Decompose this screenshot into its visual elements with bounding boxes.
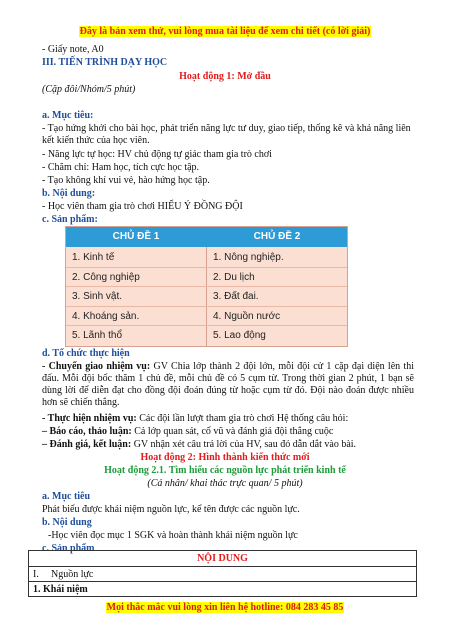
goal-item: - Tạo không khí vui vẻ, hào hứng học tập. <box>42 175 210 186</box>
task-execution-text: Các đội lần lượt tham gia trò chơi Hệ thống câu hỏi: <box>136 413 349 424</box>
activity-1-mode: (Cặp đôi/Nhóm/5 phút) <box>42 84 136 95</box>
topic-2-item: 3. Đất đai. <box>213 291 259 302</box>
content-table-row <box>29 567 417 582</box>
goal-item: - Tạo hứng khởi cho bài học, phát triển năng lực tư duy, giao tiếp, thống kê và khả năng liên kết kiến thức của học viên. <box>42 123 411 146</box>
product-heading: c. Sản phẩm: <box>42 214 98 225</box>
row-divider <box>66 286 347 287</box>
topic-1-title: CHỦ ĐỀ 1 <box>112 231 160 242</box>
content-text-2: -Học viên đọc mục 1 SGK và hoàn thành khái niệm nguồn lực <box>48 530 298 541</box>
activity-1-title: Hoạt động 1: Mở đầu <box>179 71 271 82</box>
evaluation-label: – Đánh giá, kết luận: <box>42 439 132 450</box>
topics-table <box>65 226 348 347</box>
task-assignment <box>42 361 414 409</box>
report-discussion <box>42 426 333 438</box>
evaluation-conclusion <box>42 439 356 451</box>
topic-1-item: 4. Khoáng sản. <box>72 311 140 322</box>
goal-item: - Chăm chỉ: Ham học, tích cực học tập. <box>42 162 200 173</box>
content-table-header: NỘI DUNG <box>29 551 417 567</box>
evaluation-text: GV nhận xét câu trả lời của HV, sau đó dẫn dắt vào bài. <box>131 439 357 450</box>
activity-2-1-mode: (Cá nhân/ khai thác trực quan/ 5 phút) <box>147 478 303 489</box>
materials-line: - Giấy note, A0 <box>42 44 104 55</box>
product-heading-2: c. Sản phẩm <box>42 543 95 554</box>
goal-item: - Năng lực tự học: HV chủ động tự giác tham gia trò chơi <box>42 149 272 160</box>
section-title: Nguồn lực <box>51 568 94 580</box>
content-heading: b. Nội dung: <box>42 188 96 199</box>
report-discussion-text: Cả lớp quan sát, cổ vũ và đánh giá đội thắng cuộc <box>131 426 334 437</box>
topic-2-item: 4. Nguồn nước <box>213 311 281 322</box>
topic-1-item: 3. Sinh vật. <box>72 291 123 302</box>
topic-2-item: 5. Lao động <box>213 330 266 341</box>
task-assignment-text: GV Chia lớp thành 2 đội lớn, mỗi đội cử 1 cặp đại diện lên thi đấu. Mỗi đội bốc thăm 1 chủ đề, mỗi chủ đề có 5 cụm từ. Trong thời gian 2 phút, 1 bạn sẽ dùng lời để diễn đạt cho đồng đội đoán đúng từ hoặc cụm từ đó. Đội nào đoán được nhiều hơn sẽ chiến thắng. <box>42 361 414 408</box>
hotline-notice: Mọi thắc mắc vui lòng xin liên hệ hotline: 084 283 45 85 <box>106 602 344 613</box>
topics-table-header <box>66 227 347 247</box>
content-table <box>28 550 417 597</box>
section-heading: III. TIẾN TRÌNH DẠY HỌC <box>42 57 168 68</box>
topic-2-title: CHỦ ĐỀ 2 <box>253 231 301 242</box>
topic-2-item: 2. Du lịch <box>213 272 255 283</box>
topic-1-item: 1. Kinh tế <box>72 252 115 263</box>
task-assignment-label: - Chuyển giao nhiệm vụ: <box>42 361 151 372</box>
row-divider <box>66 325 347 326</box>
topic-2-item: 1. Nông nghiệp. <box>213 252 284 263</box>
topic-1-item: 2. Công nghiệp <box>72 272 140 283</box>
report-discussion-label: – Báo cáo, thảo luận: <box>42 426 132 437</box>
content-item: - Học viên tham gia trò chơi HIỂU Ý ĐỒNG ĐỘI <box>42 201 243 212</box>
row-divider <box>66 306 347 307</box>
content-table-row <box>29 582 417 597</box>
section-number: I. <box>33 568 39 580</box>
task-execution-label: - Thực hiện nhiệm vụ: <box>42 413 137 424</box>
preview-notice: Đây là bản xem thử, vui lòng mua tài liệu để xem chi tiết (có lời giải) <box>79 26 371 37</box>
organization-heading: d. Tổ chức thực hiện <box>42 348 130 359</box>
column-divider <box>206 247 207 346</box>
goal-heading-2: a. Mục tiêu <box>42 491 91 502</box>
subsection-title: 1. Khái niệm <box>33 583 88 595</box>
activity-2-title: Hoạt động 2: Hình thành kiến thức mới <box>140 452 310 463</box>
activity-2-1-title: Hoạt động 2.1. Tìm hiểu các nguồn lực phát triển kinh tế <box>104 465 346 476</box>
goal-text-2: Phát biểu được khái niệm nguồn lực, kể tên được các nguồn lực. <box>42 504 300 515</box>
topic-1-item: 5. Lãnh thổ <box>72 330 123 341</box>
row-divider <box>66 267 347 268</box>
task-execution <box>42 413 348 425</box>
content-heading-2: b. Nội dung <box>42 517 92 528</box>
goal-heading: a. Mục tiêu: <box>42 110 94 121</box>
